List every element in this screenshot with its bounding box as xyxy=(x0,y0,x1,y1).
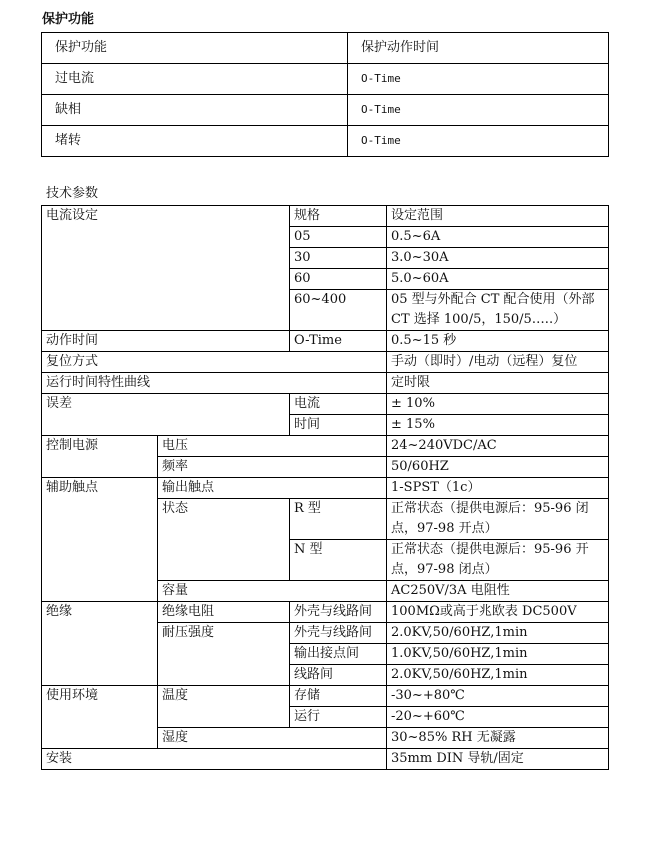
curve-value: 定时限 xyxy=(387,373,609,394)
spec-cell: 60~400 xyxy=(290,290,387,331)
withstand-sub: 输出接点间 xyxy=(290,644,387,665)
header-cell: 保护功能 xyxy=(42,33,348,64)
spec-cell: 30 xyxy=(290,248,387,269)
humidity-value: 30~85% RH 无凝露 xyxy=(387,728,609,749)
capacity-label: 容量 xyxy=(158,581,387,602)
withstand-value: 1.0KV,50/60HZ,1min xyxy=(387,644,609,665)
protection-name: 过电流 xyxy=(42,64,348,95)
range-cell: 3.0~30A xyxy=(387,248,609,269)
control-power-value: 50/60HZ xyxy=(387,457,609,478)
spec-cell: 05 xyxy=(290,227,387,248)
protection-time: O-Time xyxy=(348,126,609,157)
state-label: 状态 xyxy=(158,499,290,581)
protection-name: 缺相 xyxy=(42,95,348,126)
install-label: 安装 xyxy=(42,749,387,770)
insulation-resistance-label: 绝缘电阻 xyxy=(158,602,290,623)
temperature-value: -30~+80℃ xyxy=(387,686,609,707)
spec-cell: 60 xyxy=(290,269,387,290)
reset-label: 复位方式 xyxy=(42,352,387,373)
insulation-resistance-value: 100MΩ或高于兆欧表 DC500V xyxy=(387,602,609,623)
insulation-label: 绝缘 xyxy=(42,602,158,686)
control-power-item: 频率 xyxy=(158,457,387,478)
withstand-value: 2.0KV,50/60HZ,1min xyxy=(387,665,609,686)
insulation-resistance-sub: 外壳与线路间 xyxy=(290,602,387,623)
error-value: ± 10% xyxy=(387,394,609,415)
temperature-label: 温度 xyxy=(158,686,290,728)
temperature-sub: 存储 xyxy=(290,686,387,707)
withstand-label: 耐压强度 xyxy=(158,623,290,686)
reset-value: 手动（即时）/电动（远程）复位 xyxy=(387,352,609,373)
control-power-label: 控制电源 xyxy=(42,436,158,478)
section-title-protection: 保护功能 xyxy=(42,12,95,27)
aux-contact-label: 辅助触点 xyxy=(42,478,158,602)
range-cell: 05 型与外配合 CT 配合使用（外部 CT 选择 100/5，150/5…..） xyxy=(387,290,609,331)
section-title-specs: 技术参数 xyxy=(46,186,99,201)
protection-table xyxy=(41,32,609,157)
error-type: 时间 xyxy=(290,415,387,436)
withstand-sub: 线路间 xyxy=(290,665,387,686)
withstand-value: 2.0KV,50/60HZ,1min xyxy=(387,623,609,644)
action-time-label: 动作时间 xyxy=(42,331,290,352)
header-cell: 保护动作时间 xyxy=(348,33,609,64)
curve-label: 运行时间特性曲线 xyxy=(42,373,387,394)
protection-time: O-Time xyxy=(348,64,609,95)
table-row xyxy=(42,126,609,157)
spec-header: 规格 xyxy=(290,206,387,227)
n-type-label: N 型 xyxy=(290,540,387,581)
temperature-value: -20~+60℃ xyxy=(387,707,609,728)
r-type-label: R 型 xyxy=(290,499,387,540)
error-value: ± 15% xyxy=(387,415,609,436)
environment-label: 使用环境 xyxy=(42,686,158,749)
capacity-value: AC250V/3A 电阻性 xyxy=(387,581,609,602)
r-type-value: 正常状态（提供电源后：95-96 闭点，97-98 开点） xyxy=(387,499,609,540)
protection-name: 堵转 xyxy=(42,126,348,157)
temperature-sub: 运行 xyxy=(290,707,387,728)
n-type-value: 正常状态（提供电源后：95-96 开点，97-98 闭点） xyxy=(387,540,609,581)
control-power-item: 电压 xyxy=(158,436,387,457)
output-contact-value: 1-SPST（1c） xyxy=(387,478,609,499)
humidity-label: 湿度 xyxy=(158,728,387,749)
specs-table xyxy=(41,205,609,770)
action-time-value: 0.5~15 秒 xyxy=(387,331,609,352)
range-header: 设定范围 xyxy=(387,206,609,227)
range-cell: 5.0~60A xyxy=(387,269,609,290)
table-row xyxy=(42,64,609,95)
action-time-spec: O-Time xyxy=(290,331,387,352)
current-setting-label: 电流设定 xyxy=(42,206,290,331)
protection-time: O-Time xyxy=(348,95,609,126)
range-cell: 0.5~6A xyxy=(387,227,609,248)
table-header-row xyxy=(42,33,609,64)
error-label: 误差 xyxy=(42,394,290,436)
table-row xyxy=(42,95,609,126)
output-contact-label: 输出触点 xyxy=(158,478,387,499)
withstand-sub: 外壳与线路间 xyxy=(290,623,387,644)
error-type: 电流 xyxy=(290,394,387,415)
install-value: 35mm DIN 导轨/固定 xyxy=(387,749,609,770)
control-power-value: 24~240VDC/AC xyxy=(387,436,609,457)
